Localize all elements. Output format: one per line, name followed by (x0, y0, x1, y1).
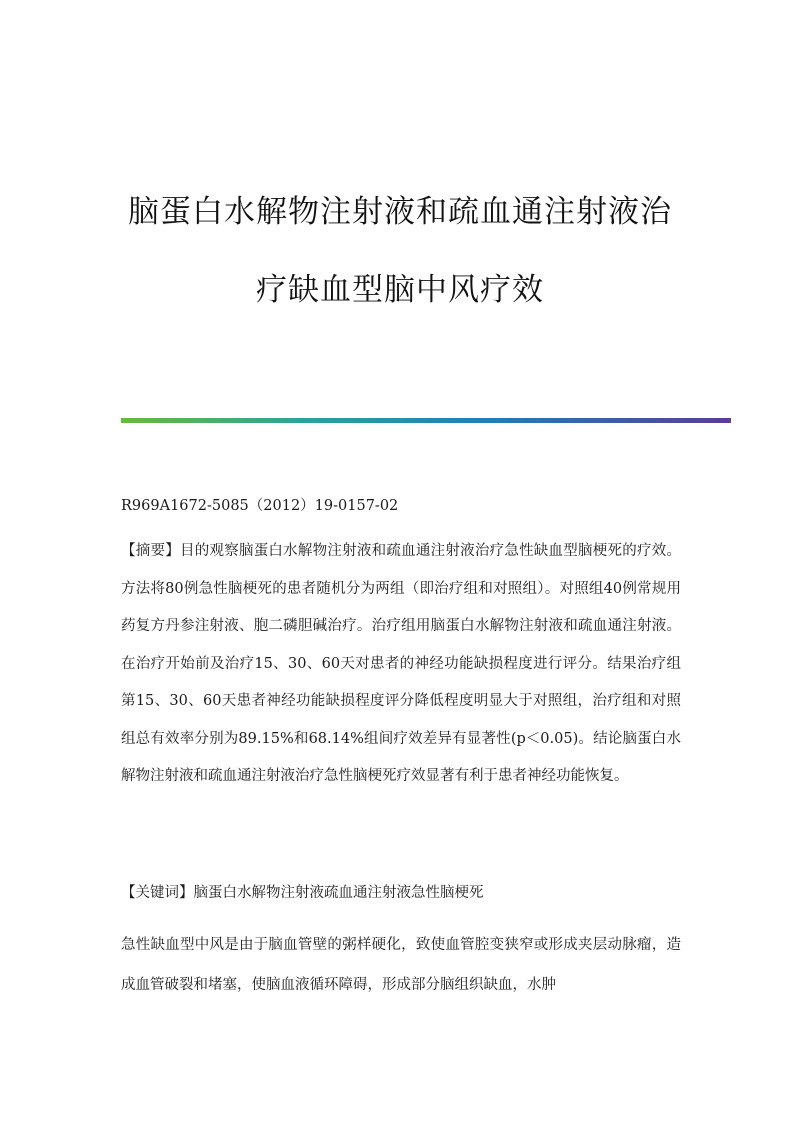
classification-code: R969A1672-5085（2012）19-0157-02 (121, 498, 399, 514)
gradient-divider (121, 418, 731, 423)
keywords-line: 【关键词】脑蛋白水解物注射液疏血通注射液急性脑梗死 (121, 885, 484, 901)
abstract-paragraph: 【摘要】目的观察脑蛋白水解物注射液和疏血通注射液治疗急性缺血型脑梗死的疗效。方法将80例急性脑梗死的患者随机分为两组（即治疗组和对照组）。对照组40例常规用药复方丹参注射液、胞二磷胆碱治疗。治疗组用脑蛋白水解物注射液和疏血通注射液。在治疗开始前及治疗15、30、60天对患者的神经功能缺损程度进行评分。结果治疗组第15、30、60天患者神经功能缺损程度评分降低程度明显大于对照组，治疗组和对照组总有效率分别为89.15%和68.14%组间疗效差异有显著性(p＜0.05)。结论脑蛋白水解物注射液和疏血通注射液治疗急性脑梗死疗效显著有利于患者神经功能恢复。 (121, 543, 681, 784)
title-line-2: 疗缺血型脑中风疗效 (256, 272, 544, 308)
intro-paragraph: 急性缺血型中风是由于脑血管壁的粥样硬化，致使血管腔变狭窄或形成夹层动脉瘤，造成血管破裂和堵塞，使脑血液循环障碍，形成部分脑组织缺血，水肿 (121, 937, 681, 993)
title-line-1: 脑蛋白水解物注射液和疏血通注射液治 (128, 194, 672, 230)
